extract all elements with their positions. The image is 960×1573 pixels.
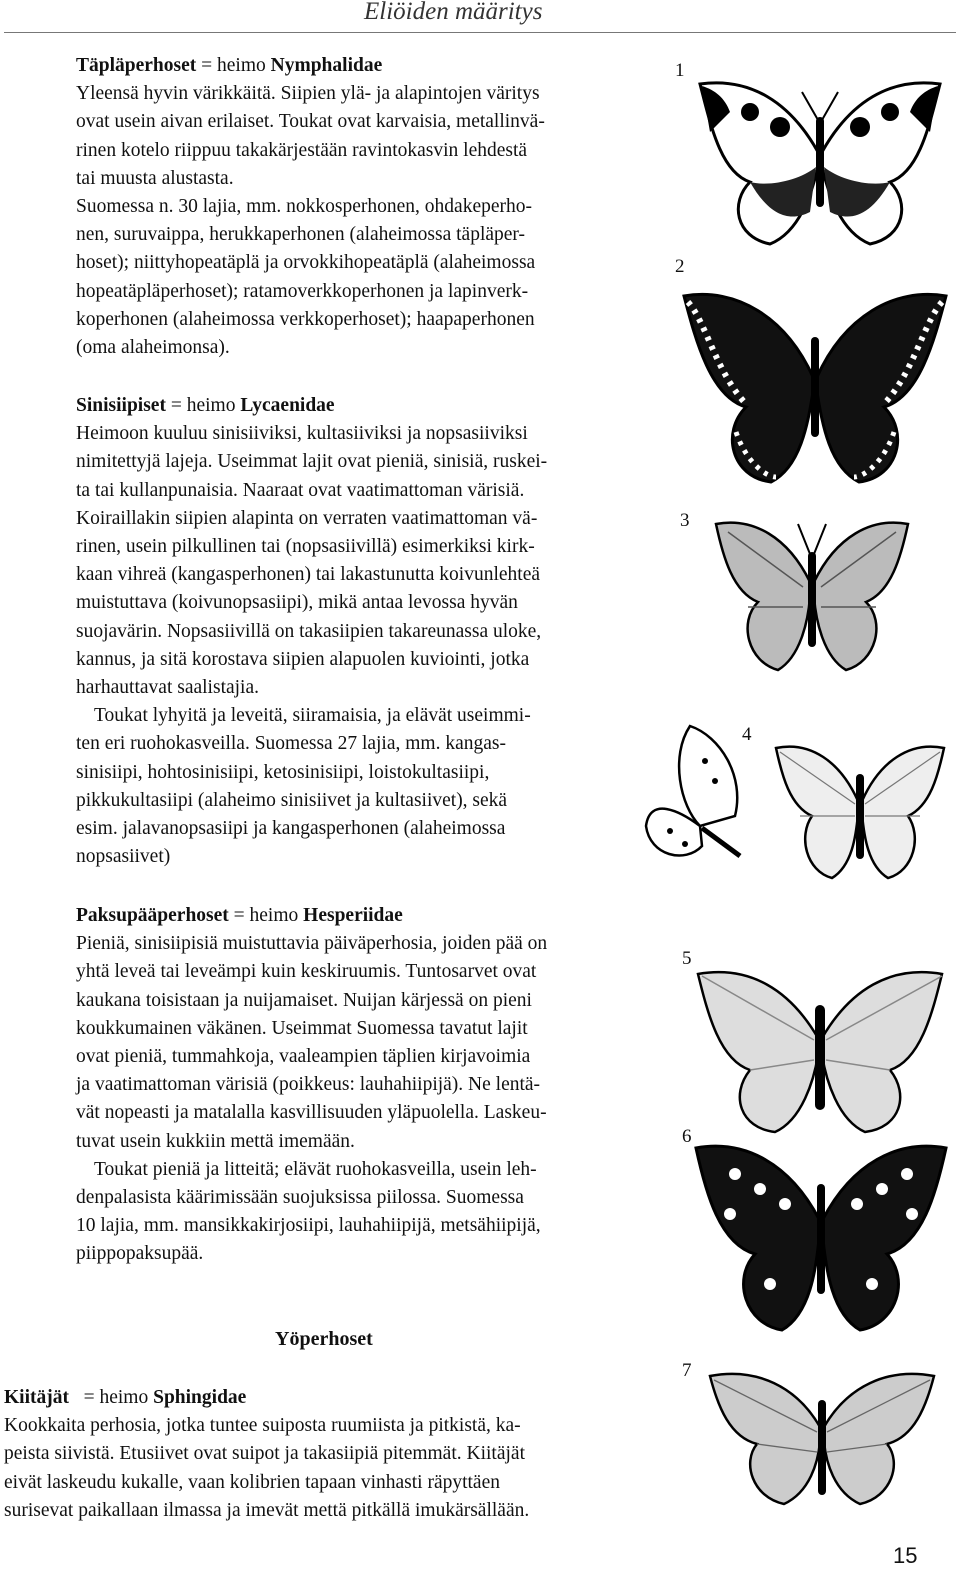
heading-common-name: Kiitäjät (4, 1387, 69, 1408)
page-header (0, 0, 960, 36)
text-line: tai muusta alustasta. (76, 167, 234, 189)
text-line: ovat usein aivan erilaiset. Toukat ovat karvaisia, metallinvä- (76, 111, 545, 133)
text-line: hoset); niittyhopeatäplä ja orvokkihopeatäplä (alaheimossa (76, 252, 536, 274)
text-line: eivät laskeudu kukalle, vaan kolibrien tapaan vinhasti räpyttäen (4, 1471, 500, 1493)
text-line: rinen, usein pilkullinen tai (nopsasiivillä) esimerkiksi kirk- (76, 536, 535, 558)
butterfly-3-illustration (708, 512, 916, 680)
figure-label-7: 7 (682, 1360, 692, 1381)
text-line: piippopaksupää. (76, 1243, 204, 1265)
page-number: 15 (893, 1543, 918, 1568)
text-line: ovat pieniä, tummahkoja, vaaleampien täplien kirjavoimia (76, 1046, 531, 1068)
section-heading (76, 392, 666, 420)
text-line: muistuttava (koivunopsasiipi), mikä antaa levossa hyvän (76, 592, 518, 614)
text-line: Toukat pieniä ja litteitä; elävät ruohokasveilla, usein leh- (94, 1158, 537, 1180)
text-line: nopsasiivet) (76, 846, 171, 868)
section-heading (4, 1384, 664, 1412)
text-line: koperhonen (alaheimossa verkkoperhoset); haapaperhonen (76, 308, 535, 330)
figure-label-5: 5 (682, 948, 692, 969)
figure-label-6: 6 (682, 1126, 692, 1147)
text-line: nimitettyjä lajeja. Useimmat lajit ovat pieniä, sinisiä, ruskei- (76, 451, 548, 473)
heading-connector: = heimo (165, 395, 241, 416)
text-line: denpalasista käärimissään suojuksissa piilossa. Suomessa (76, 1187, 524, 1209)
butterfly-1-illustration (690, 72, 950, 247)
section-lycaenidae (76, 392, 666, 871)
text-line: koukkumainen väkänen. Useimmat Suomessa tavatut lajit (76, 1017, 528, 1039)
heading-connector: = heimo (228, 905, 304, 926)
text-line: Pieniä, sinisiipisiä muistuttavia päiväperhosia, joiden pää on (76, 933, 548, 955)
text-line: Toukat lyhyitä ja leveitä, siiramaisia, ja elävät useimmi- (94, 705, 531, 727)
heading-common-name: Sinisiipiset (76, 395, 166, 416)
butterfly-4a-illustration (640, 716, 752, 866)
text-line: pikkukultasiipi (alaheimo sinisiivet ja kultasiivet), sekä (76, 789, 508, 811)
text-line: kaan vihreä (kangasperhonen) tai lakastunutta koivunlehteä (76, 564, 541, 586)
heading-latin-name: Nymphalidae (270, 55, 383, 76)
text-line: sinisiipi, hohtosinisiipi, ketosinisiipi, loistokultasiipi, (76, 761, 490, 783)
text-line: nen, suruvaippa, herukkaperhonen (alaheimossa täpläper- (76, 224, 526, 246)
butterfly-7-illustration (702, 1362, 942, 1512)
text-line: ja vaatimattoman värisiä (poikkeus: lauhahiipijä). Ne lentä- (76, 1074, 541, 1096)
heading-latin-name: Hesperiidae (303, 905, 403, 926)
text-line: Suomessa n. 30 lajia, mm. nokkosperhonen, ohdakeperho- (76, 196, 532, 218)
text-line: peista siivistä. Etusiivet ovat suipot ja takasiipiä pitemmät. Kiitäjät (4, 1443, 525, 1465)
butterfly-6-illustration (690, 1134, 952, 1334)
text-line: kaukana toisistaan ja nuijamaiset. Nuijan kärjessä on pieni (76, 989, 532, 1011)
section-nymphalidae (76, 52, 666, 362)
text-line: ta tai kullanpunaisia. Naaraat ovat vaatimattoman värisiä. (76, 479, 525, 501)
text-line: suojavärin. Nopsasiivillä on takasiipien takareunassa uloke, (76, 620, 542, 642)
butterfly-4b-illustration (770, 736, 950, 884)
heading-connector: = heimo (196, 55, 271, 76)
butterfly-5-illustration (690, 960, 950, 1135)
heading-latin-name: Lycaenidae (240, 395, 335, 416)
section-sphingidae (4, 1384, 664, 1525)
text-line: harhauttavat saalistajia. (76, 677, 260, 699)
text-line: tuvat usein kukkiin mettä imemään. (76, 1130, 355, 1152)
text-line: rinen kotelo riippuu takakärjestään ravintokasvin lehdestä (76, 139, 528, 161)
text-line: yhtä leveä tai leveämpi kuin keskiruumis. Tuntosarvet ovat (76, 961, 537, 983)
heading-connector: = heimo (68, 1387, 154, 1408)
butterfly-2-illustration (676, 282, 954, 487)
section-heading (76, 902, 676, 930)
night-moths-heading: Yöperhoset (275, 1328, 373, 1350)
text-line: Koiraillakin siipien alapinta on verraten vaatimattoman vä- (76, 507, 538, 529)
text-line: 10 lajia, mm. mansikkakirjosiipi, lauhahiipijä, metsähiipijä, (76, 1215, 541, 1237)
text-line: kannus, ja sitä korostava siipien alapuolen kuviointi, jotka (76, 648, 530, 670)
text-line: surisevat paikallaan ilmassa ja imevät mettä pitkällä imukärsällään. (4, 1499, 530, 1521)
section-heading (76, 52, 666, 80)
text-line: (oma alaheimonsa). (76, 337, 230, 359)
section-hesperiidae (76, 902, 676, 1269)
heading-latin-name: Sphingidae (153, 1387, 247, 1408)
heading-common-name: Paksupääperhoset (76, 905, 229, 926)
text-line: vät nopeasti ja matalalla kasvillisuuden yläpuolella. Laskeu- (76, 1102, 547, 1124)
text-line: esim. jalavanopsasiipi ja kangasperhonen (alaheimossa (76, 818, 506, 840)
header-rule (4, 32, 956, 33)
text-line: Yleensä hyvin värikkäitä. Siipien ylä- ja alapintojen väritys (76, 83, 540, 105)
header-title: Eliöiden määritys (364, 0, 543, 25)
figure-label-1: 1 (675, 60, 685, 81)
text-line: Kookkaita perhosia, jotka tuntee suiposta ruumiista ja pitkistä, ka- (4, 1415, 521, 1437)
heading-common-name: Täpläperhoset (76, 55, 197, 76)
figure-label-3: 3 (680, 510, 690, 531)
figure-label-2: 2 (675, 256, 685, 277)
text-line: hopeatäpläperhoset); ratamoverkkoperhonen ja lapinverk- (76, 280, 529, 302)
figure-label-4: 4 (742, 724, 752, 745)
text-line: Heimoon kuuluu sinisiiviksi, kultasiiviksi ja nopsasiiviksi (76, 423, 528, 445)
text-line: ten eri ruohokasveilla. Suomessa 27 lajia, mm. kangas- (76, 733, 506, 755)
